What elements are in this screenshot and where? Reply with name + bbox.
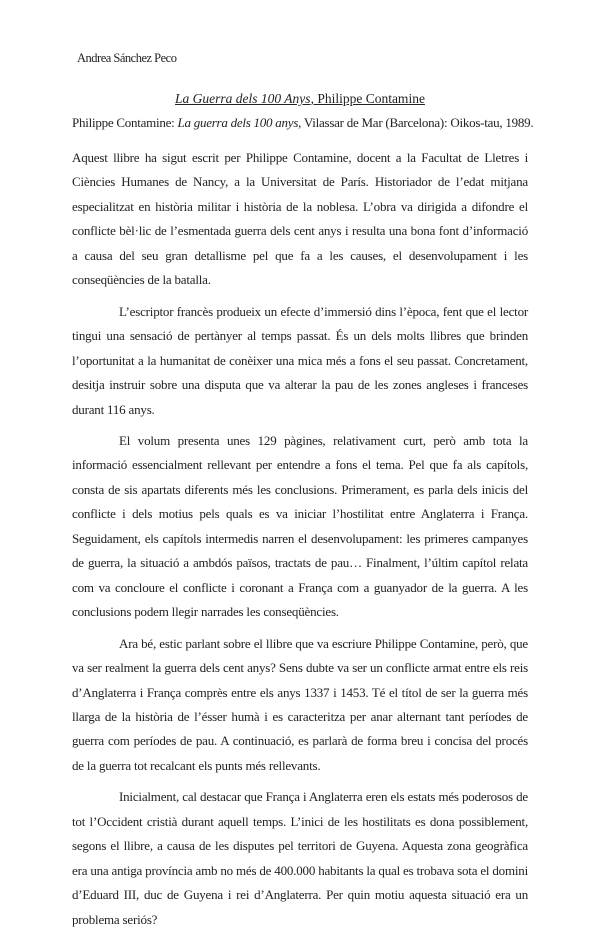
paragraph-3: El volum presenta unes 129 pàgines, relativament curt, però amb tota la informació essencialment rellevant per entendre a fons el tema. Pel que fa als capítols, consta de sis apartats diferents més les conclusions. Primerament, es parla dels inicis del conflicte i dels motius pels quals es va iniciar l’hostilitat entre Anglaterra i França. Seguidament, els capítols intermedis narren el desenvolupament: les primeres campanyes de guerra, la situació a ambdós països, tractats de pau… Finalment, l’últim capítol relata com va concloure el conflicte i coronant a França com a guanyador de la guerra. A les conclusions podem llegir narrades les conseqüències.	[72, 432, 528, 620]
citation-suffix: , Vilassar de Mar (Barcelona): Oikos-tau, 1989.	[298, 115, 534, 130]
citation-prefix: Philippe Contamine:	[72, 115, 178, 130]
paragraph-2: L’escriptor francès produeix un efecte d’immersió dins l’època, fent que el lector tingui una sensació de pertànyer al temps passat. És un dels molts llibres que brinden l’oportunitat a la humanitat de conèixer una mica més a fons el seu passat. Concretament, desitja instruir sobre una disputa que va alterar la pau de les zones angleses i franceses durant 116 anys.	[72, 303, 528, 417]
document-body	[72, 146, 528, 932]
paragraph-1: Aquest llibre ha sigut escrit per Philippe Contamine, docent a la Facultat de Lletres i Ciències Humanes de Nancy, a la Universitat de París. Historiador de l’edat mitjana especialitzat en història militar i història de la noblesa. L’obra va dirigida a difondre el conflicte bèl·lic de l’esmentada guerra dels cent anys i resulta una bona font d’informació a causa del seu gran detallisme pel que fa a les causes, el desenvolupament i les conseqüències de la batalla.	[72, 150, 528, 288]
bibliographic-citation	[72, 115, 533, 131]
paragraph-4: Ara bé, estic parlant sobre el llibre que va escriure Philippe Contamine, però, que va ser realment la guerra dels cent anys? Sens dubte va ser un conflicte armat entre els reis d’Anglaterra i França comprès entre els anys 1337 i 1453. Té el títol de ser la guerra més llarga de la història de l’ésser humà i es caracteritza per anar alternant tant períodes de guerra com períodes de pau. A continuació, es parlarà de forma breu i concisa del procés de la guerra tot recalcant els punts més rellevants.	[72, 635, 528, 773]
title-author: , Philippe Contamine	[310, 91, 425, 106]
citation-book-title: La guerra dels 100 anys	[177, 115, 299, 130]
paragraph-5: Inicialment, cal destacar que França i Anglaterra eren els estats més poderosos de tot l’Occident cristià durant aquell temps. L’inici de les hostilitats es dona possiblement, segons el llibre, a causa de les disputes pel territori de Guyena. Aquesta zona geogràfica era una antiga província amb no més de 400.000 habitants la qual es trobava sota el domini d’Eduard III, duc de Guyena i rei d’Anglaterra. Per quin motiu aquesta situació era un problema seriós?	[72, 789, 529, 927]
title-book: La Guerra dels 100 Anys	[175, 91, 311, 106]
document-title	[0, 91, 600, 107]
author-name: Andrea Sánchez Peco	[77, 51, 177, 65]
